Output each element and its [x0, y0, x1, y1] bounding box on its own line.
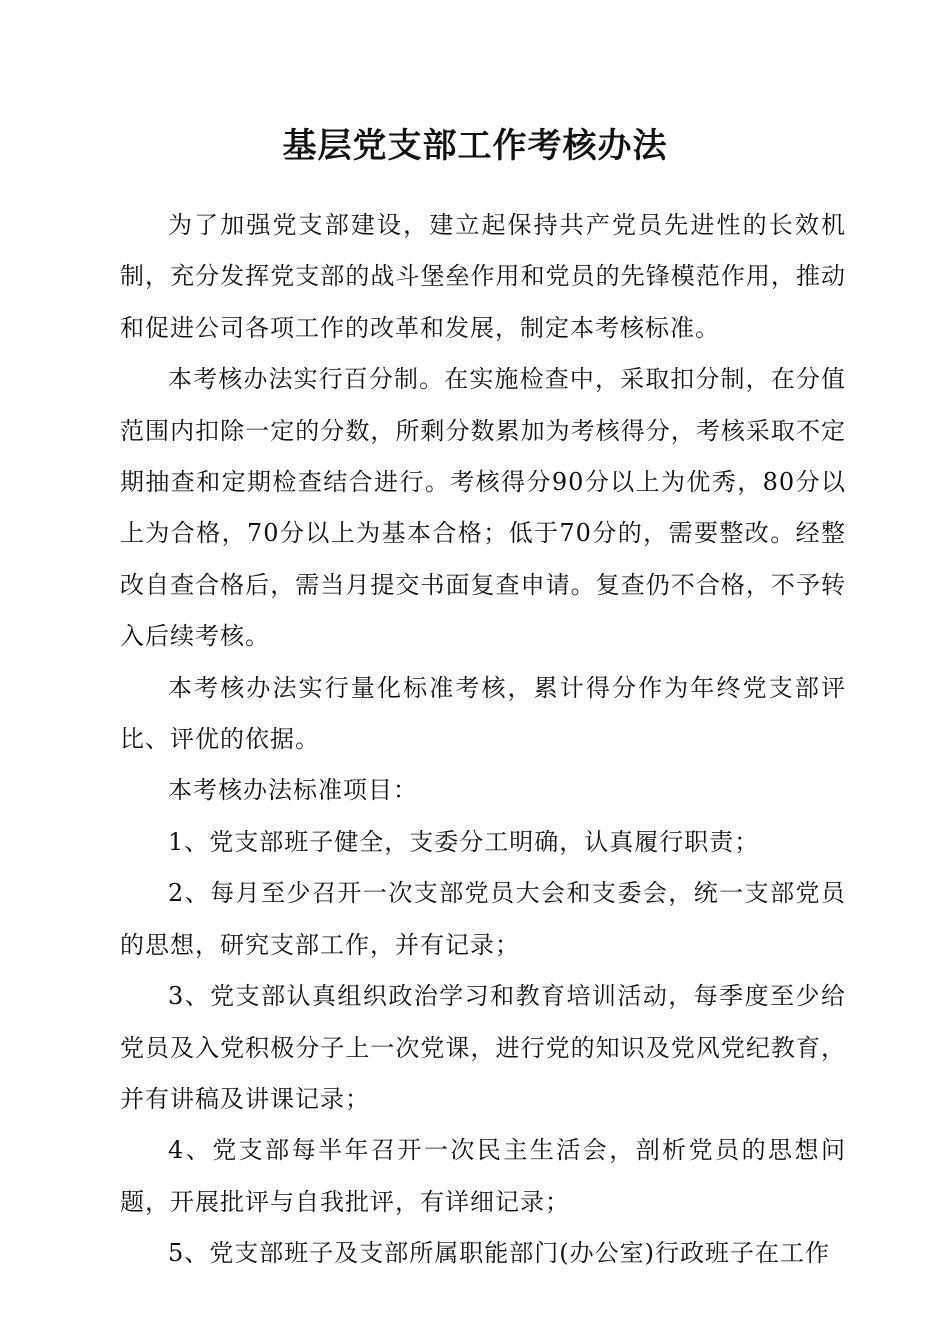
list-item-2: 2、每月至少召开一次支部党员大会和支委会，统一支部党员的思想，研究支部工作，并有记录； — [120, 879, 846, 959]
document-body — [120, 200, 846, 1280]
list-item-1: 1、党支部班子健全，支委分工明确，认真履行职责； — [168, 827, 760, 856]
document-title: 基层党支部工作考核办法 — [282, 126, 668, 166]
paragraph-scoring-method: 本考核办法实行百分制。在实施检查中，采取扣分制，在分值范围内扣除一定的分数，所剩分数累加为考核得分，考核采取不定期抽查和定期检查结合进行。考核得分90分以上为优秀，80分以上为合格，70分以上为基本合格；低于70分的，需要整改。经整改自查合格后，需当月提交书面复查申请。复查仍不合格，不予转入后续考核。 — [120, 365, 846, 651]
list-item-3: 3、党支部认真组织政治学习和教育培训活动，每季度至少给党员及入党积极分子上一次党课，进行党的知识及党风党纪教育，并有讲稿及讲课记录； — [120, 982, 846, 1113]
paragraph-quantified-assessment: 本考核办法实行量化标准考核，累计得分作为年终党支部评比、评优的依据。 — [120, 673, 846, 754]
list-item-5: 5、党支部班子及支部所属职能部门(办公室)行政班子在工作 — [168, 1239, 830, 1268]
paragraph-intro: 为了加强党支部建设，建立起保持共产党员先进性的长效机制，充分发挥党支部的战斗堡垒作用和党员的先锋模范作用，推动和促进公司各项工作的改革和发展，制定本考核标准。 — [120, 211, 846, 342]
paragraph-items-heading: 本考核办法标准项目： — [168, 776, 418, 805]
list-item-4: 4、党支部每半年召开一次民主生活会，剖析党员的思想问题，开展批评与自我批评，有详细记录； — [120, 1136, 846, 1216]
